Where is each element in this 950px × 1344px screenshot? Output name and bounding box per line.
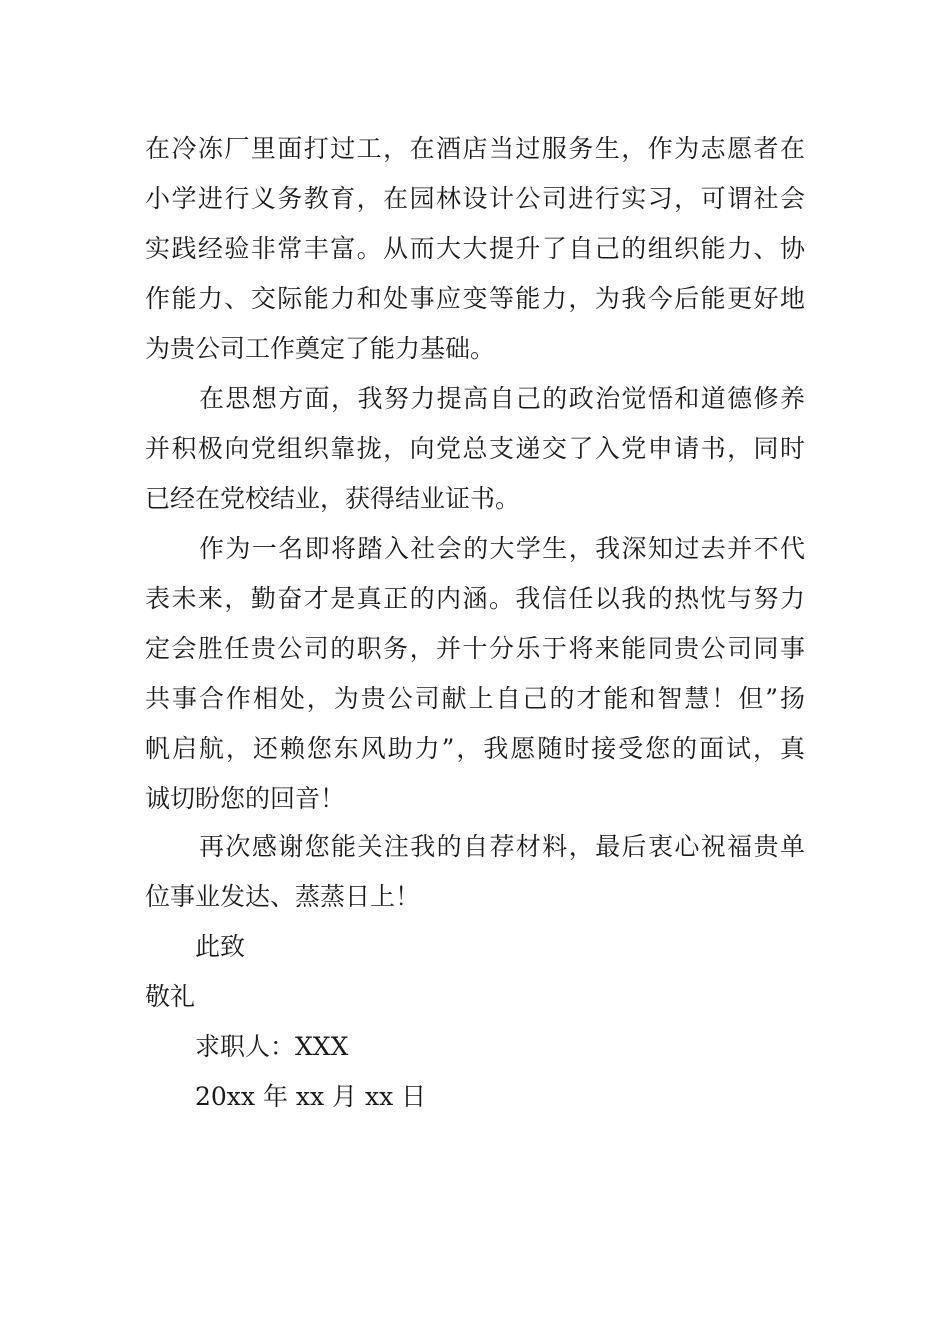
paragraph-line: 并积极向党组织靠拢，向党总支递交了入党申请书，同时 (145, 434, 805, 463)
paragraph-line: 在冷冻厂里面打过工，在酒店当过服务生，作为志愿者在 (145, 134, 805, 163)
paragraph-line: 共事合作相处，为贵公司献上自己的才能和智慧！但”扬 (145, 684, 805, 713)
letter-date: 20xx 年 xx 月 xx 日 (195, 1082, 427, 1111)
salutation-line-1: 此致 (195, 932, 246, 961)
paragraph-line: 为贵公司工作奠定了能力基础。 (145, 334, 496, 363)
paragraph-line: 定会胜任贵公司的职务，并十分乐于将来能同贵公司同事 (145, 634, 805, 663)
paragraph-line: 实践经验非常丰富。从而大大提升了自己的组织能力、协 (145, 234, 805, 263)
paragraph-line: 小学进行义务教育，在园林设计公司进行实习，可谓社会 (145, 184, 805, 213)
paragraph-line: 位事业发达、蒸蒸日上！ (145, 882, 421, 911)
paragraph-line: 表未来，勤奋才是真正的内涵。我信任以我的热忱与努力 (145, 584, 805, 613)
paragraph-line: 在思想方面，我努力提高自己的政治觉悟和道德修养 (199, 384, 805, 413)
paragraph-line: 已经在党校结业，获得结业证书。 (145, 484, 521, 513)
paragraph-line: 作能力、交际能力和处事应变等能力，为我今后能更好地 (145, 284, 805, 313)
paragraph-line: 帆启航，还赖您东风助力”，我愿随时接受您的面试，真 (145, 734, 805, 763)
paragraph-line: 诚切盼您的回音！ (145, 784, 346, 813)
paragraph-line: 作为一名即将踏入社会的大学生，我深知过去并不代 (199, 534, 805, 563)
salutation-line-2: 敬礼 (145, 982, 196, 1011)
applicant-signature: 求职人：XXX (195, 1032, 349, 1061)
paragraph-line: 再次感谢您能关注我的自荐材料，最后衷心祝福贵单 (199, 832, 805, 861)
